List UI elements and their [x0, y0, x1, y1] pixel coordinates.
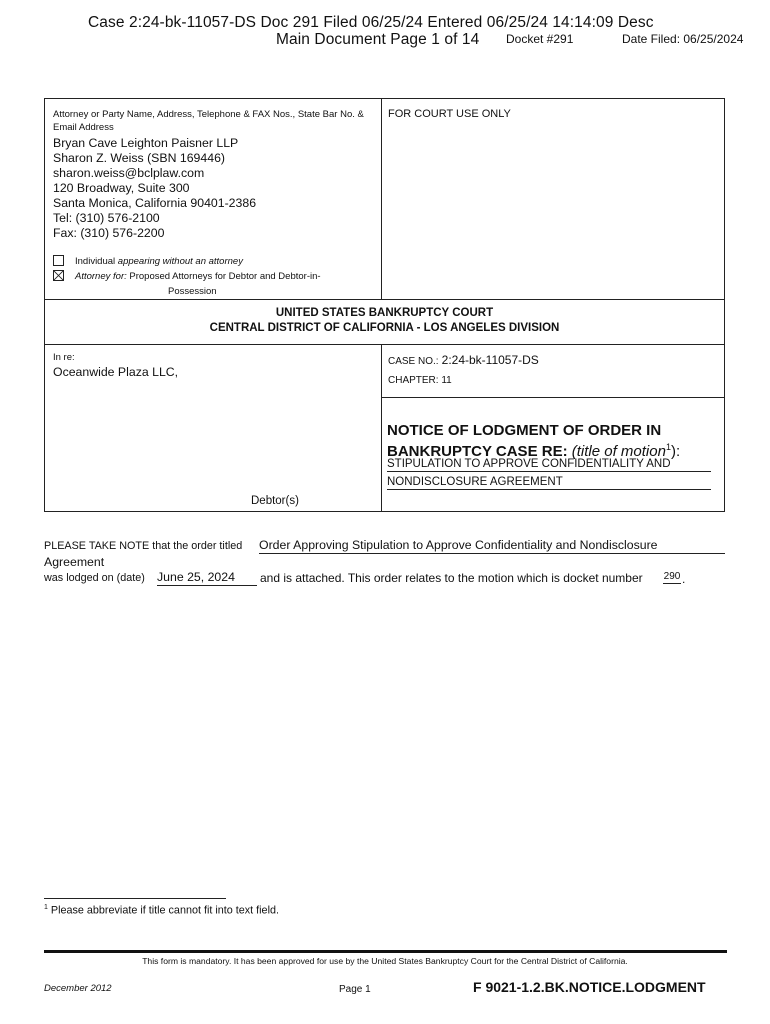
- divider: [45, 344, 724, 345]
- attorney-line: 120 Broadway, Suite 300: [53, 181, 190, 195]
- in-re-label: In re:: [53, 352, 75, 363]
- period: .: [682, 572, 686, 586]
- court-name-line2: CENTRAL DISTRICT OF CALIFORNIA - LOS ANGELES DIVISION: [209, 322, 560, 334]
- chapter-label: CHAPTER:: [388, 375, 439, 386]
- order-title-field: Order Approving Stipulation to Approve Confidentiality and Nondisclosure: [259, 538, 725, 554]
- checkbox-x-icon: [54, 271, 63, 280]
- chapter-value: 11: [441, 375, 452, 386]
- docket-number-field: 290: [663, 571, 681, 582]
- chapter-row: [388, 375, 452, 386]
- divider: [381, 99, 382, 299]
- relates-text: and is attached. This order relates to the motion which is docket number: [260, 571, 643, 585]
- attorney-line: Tel: (310) 576-2100: [53, 211, 160, 225]
- notice-title: [387, 422, 717, 460]
- footnote-mark: 1: [44, 904, 48, 911]
- notice-title-end: ):: [670, 443, 681, 460]
- court-name-line1: UNITED STATES BANKRUPTCY COURT: [275, 307, 494, 319]
- order-title-field-cont: Agreement: [44, 555, 105, 569]
- divider: [45, 299, 724, 300]
- footer-rule: [44, 950, 727, 953]
- attorney-for-option: [75, 270, 375, 283]
- attorney-for-value: Proposed Attorneys for Debtor and Debtor-in-: [129, 271, 321, 282]
- motion-title-line2: NONDISCLOSURE AGREEMENT: [387, 475, 711, 490]
- attorney-for-checkbox[interactable]: [53, 270, 64, 281]
- footnote-rule: [44, 898, 226, 899]
- attorney-line: sharon.weiss@bclplaw.com: [53, 166, 205, 180]
- lodged-date-field: June 25, 2024: [157, 570, 257, 586]
- divider: [381, 344, 382, 511]
- ecf-header-line2: Main Document Page 1 of 14: [276, 31, 480, 48]
- attorney-for-value-cont: Possession: [168, 286, 217, 297]
- docket-stamp: Docket #291: [506, 32, 574, 46]
- attorney-line: Fax: (310) 576-2200: [53, 226, 165, 240]
- caption-form: [44, 98, 725, 512]
- form-date: December 2012: [44, 983, 112, 994]
- notice-title-line1: NOTICE OF LODGMENT OF ORDER IN: [387, 422, 662, 439]
- attorney-label: Attorney or Party Name, Address, Telephone & FAX Nos., State Bar No. & Email Address: [53, 109, 364, 133]
- ecf-header-line1: Case 2:24-bk-11057-DS Doc 291 Filed 06/25/24 Entered 06/25/24 14:14:09 Desc: [88, 14, 654, 31]
- form-id: F 9021-1.2.BK.NOTICE.LODGMENT: [473, 979, 706, 995]
- attorney-line: Santa Monica, California 90401-2386: [53, 196, 257, 210]
- debtor-name: Oceanwide Plaza LLC,: [53, 365, 179, 379]
- case-number: 2:24-bk-11057-DS: [441, 353, 539, 367]
- footnote-ref: 1: [665, 442, 671, 452]
- individual-option-text: Individual appearing without an attorney: [75, 256, 243, 267]
- lodged-prefix: was lodged on (date): [44, 572, 145, 584]
- attorney-line: Sharon Z. Weiss (SBN 169446): [53, 151, 226, 165]
- notice-title-italic: (title of motion: [571, 443, 666, 460]
- attorney-for-prefix: Attorney for:: [75, 271, 127, 282]
- footnote: [44, 904, 279, 917]
- motion-title-line1: STIPULATION TO APPROVE CONFIDENTIALITY AND: [387, 457, 711, 472]
- page-number: Page 1: [339, 984, 371, 995]
- individual-checkbox[interactable]: [53, 255, 64, 266]
- case-number-label: CASE NO.:: [388, 356, 439, 367]
- mandatory-note: This form is mandatory. It has been approved for use by the United States Bankruptcy Court for the Central District of California.: [142, 956, 628, 966]
- debtor-label: Debtor(s): [251, 495, 299, 507]
- date-filed-stamp: Date Filed: 06/25/2024: [622, 32, 744, 46]
- notice-title-line2-text: BANKRUPTCY CASE RE:: [387, 443, 568, 460]
- attorney-block: [53, 136, 373, 241]
- divider: [381, 397, 724, 398]
- court-name: [45, 306, 724, 336]
- notice-prefix: PLEASE TAKE NOTE that the order titled: [44, 540, 243, 552]
- case-number-row: [388, 353, 539, 367]
- attorney-line: Bryan Cave Leighton Paisner LLP: [53, 136, 239, 150]
- court-use-label: FOR COURT USE ONLY: [388, 108, 511, 120]
- footnote-text: Please abbreviate if title cannot fit into text field.: [50, 904, 279, 917]
- individual-option-label: [75, 255, 243, 268]
